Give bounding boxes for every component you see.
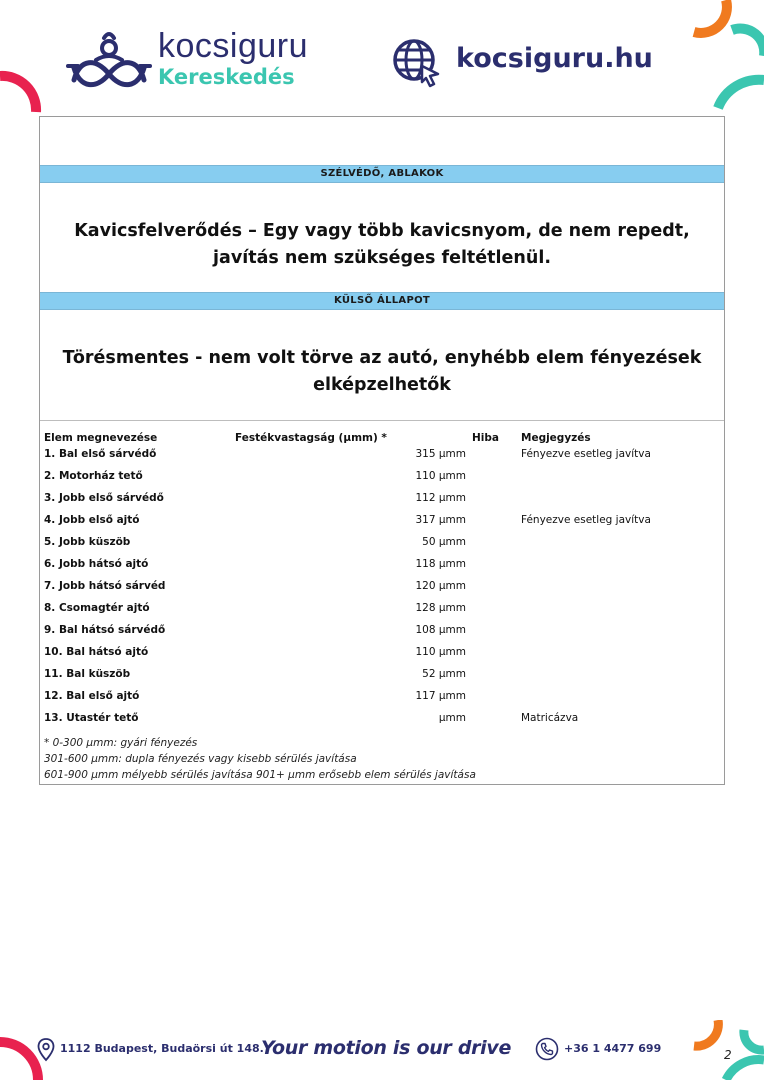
table-row (40, 686, 724, 708)
footnote-line: 601-900 µmm mélyebb sérülés javítása 901+ µmm erősebb elem sérülés javítása (44, 769, 476, 781)
table-row (40, 510, 724, 532)
section-band-windshield: SZÉLVÉDŐ, ABLAKOK (40, 165, 724, 183)
table-top-divider (40, 420, 724, 421)
decor-top-right-shapes (688, 0, 764, 112)
section-band-exterior: KÜLSŐ ÁLLAPOT (40, 292, 724, 310)
row-thickness: 50 µmm (422, 536, 466, 548)
table-row (40, 620, 724, 642)
table-row (40, 664, 724, 686)
paint-thickness-legend (44, 735, 476, 783)
footer-address: 1112 Budapest, Budaörsi út 148. (60, 1042, 264, 1055)
table-row (40, 642, 724, 664)
website-url[interactable]: kocsiguru.hu (456, 43, 653, 74)
row-thickness: 128 µmm (415, 602, 466, 614)
globe-cursor-icon (392, 38, 442, 88)
row-thickness: 118 µmm (415, 558, 466, 570)
footer-slogan: Your motion is our drive (261, 1037, 512, 1059)
row-name: 11. Bal küszöb (44, 668, 131, 680)
guru-mascot-icon (66, 28, 152, 90)
row-thickness: 117 µmm (415, 690, 466, 702)
row-note: Matricázva (521, 712, 579, 724)
website-block (392, 36, 682, 86)
table-row (40, 576, 724, 598)
col-header-defect: Hiba (472, 432, 499, 444)
footnote-line: 301-600 µmm: dupla fényezés vagy kisebb sérülés javítása (44, 753, 357, 765)
location-pin-icon (37, 1038, 55, 1062)
row-note: Fényezve esetleg javítva (521, 448, 651, 460)
table-row (40, 708, 724, 730)
row-thickness: 110 µmm (415, 646, 466, 658)
page-number: 2 (724, 1048, 732, 1062)
row-thickness: 52 µmm (422, 668, 466, 680)
row-thickness: 112 µmm (415, 492, 466, 504)
footnote-line: * 0-300 µmm: gyári fényezés (44, 737, 198, 749)
row-name: 3. Jobb első sárvédő (44, 492, 164, 504)
row-name: 5. Jobb küszöb (44, 536, 131, 548)
decor-top-left-arc (0, 68, 44, 116)
row-name: 2. Motorház tető (44, 470, 143, 482)
brand-subtitle: Kereskedés (158, 65, 295, 89)
table-row (40, 532, 724, 554)
row-name: 1. Bal első sárvédő (44, 448, 157, 460)
row-thickness: 315 µmm (415, 448, 466, 460)
brand-logo (66, 24, 346, 96)
table-row (40, 598, 724, 620)
row-thickness: µmm (438, 712, 466, 724)
row-name: 9. Bal hátsó sárvédő (44, 624, 166, 636)
row-name: 7. Jobb hátsó sárvéd (44, 580, 166, 592)
row-thickness: 110 µmm (415, 470, 466, 482)
page-footer (0, 1030, 764, 1070)
table-row (40, 466, 724, 488)
phone-icon (535, 1037, 559, 1061)
report-frame (39, 116, 725, 785)
table-row (40, 444, 724, 466)
brand-name: kocsiguru (158, 27, 309, 65)
row-name: 4. Jobb első ajtó (44, 514, 140, 526)
table-row (40, 488, 724, 510)
row-thickness: 317 µmm (415, 514, 466, 526)
row-name: 10. Bal hátsó ajtó (44, 646, 149, 658)
row-thickness: 120 µmm (415, 580, 466, 592)
row-name: 13. Utastér tető (44, 712, 139, 724)
exterior-statement: Törésmentes - nem volt törve az autó, enyhébb elem fényezések elképzelhetők (62, 348, 702, 395)
row-name: 8. Csomagtér ajtó (44, 602, 150, 614)
windshield-statement: Kavicsfelverődés – Egy vagy több kavicsnyom, de nem repedt, javítás nem szükséges feltétlenül. (74, 221, 690, 268)
row-thickness: 108 µmm (415, 624, 466, 636)
row-note: Fényezve esetleg javítva (521, 514, 651, 526)
footer-phone[interactable]: +36 1 4477 699 (564, 1042, 662, 1055)
col-header-name: Elem megnevezése (44, 432, 158, 444)
table-row (40, 554, 724, 576)
col-header-thickness: Festékvastagság (µmm) * (235, 432, 387, 444)
col-header-note: Megjegyzés (521, 432, 591, 444)
row-name: 6. Jobb hátsó ajtó (44, 558, 149, 570)
row-name: 12. Bal első ajtó (44, 690, 140, 702)
